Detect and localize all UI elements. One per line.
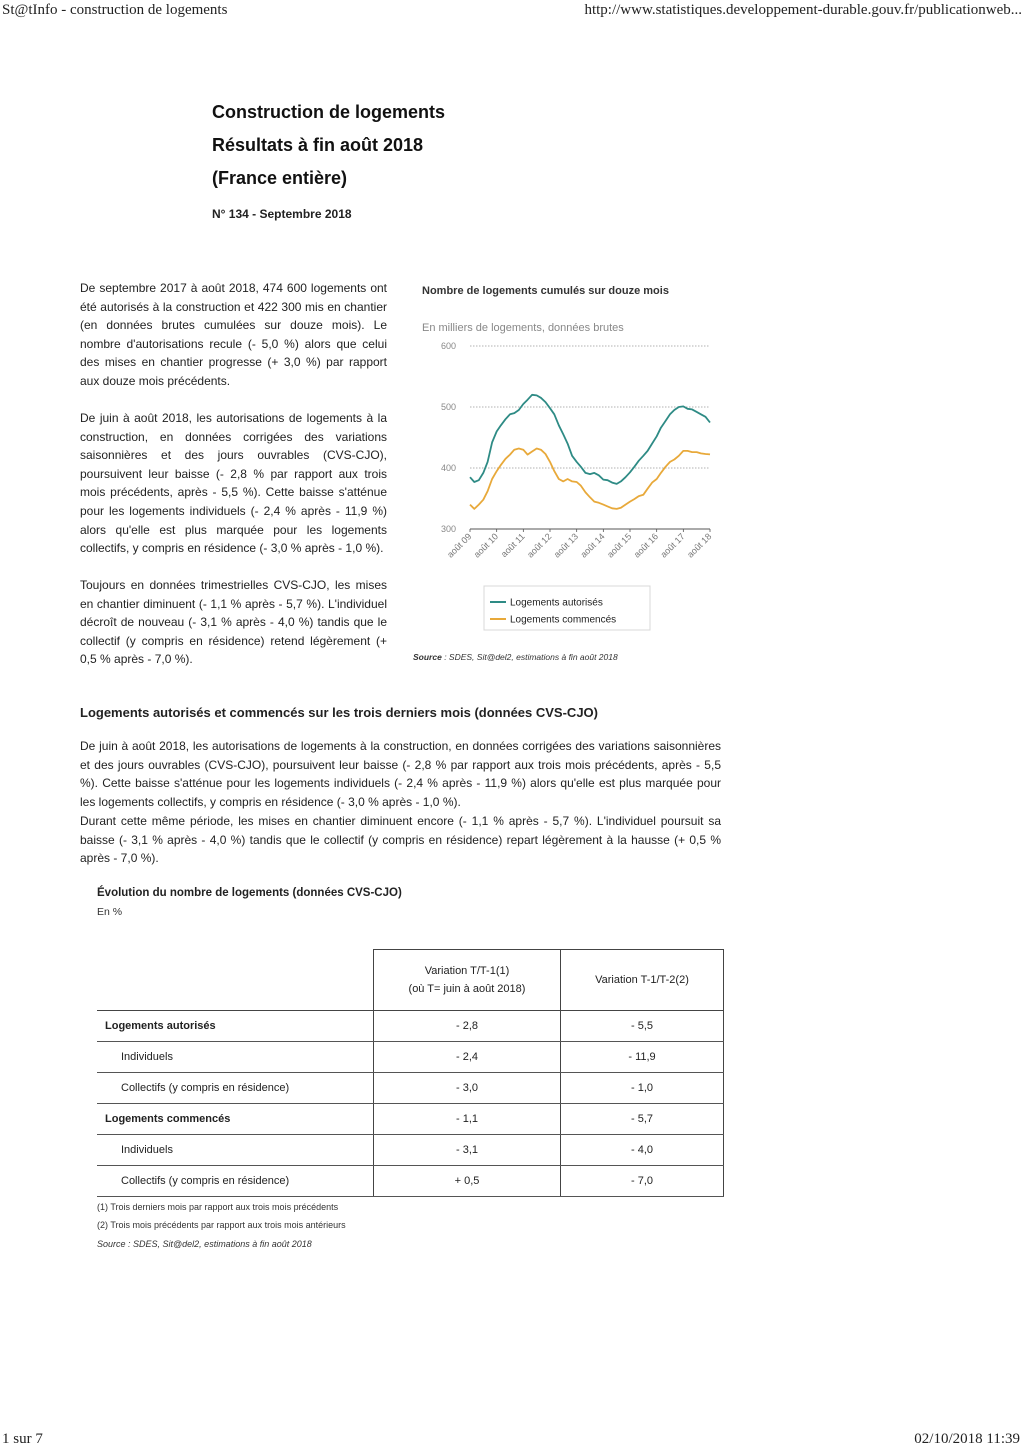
title-line-1: Construction de logements	[212, 102, 446, 122]
print-footer-page: 1 sur 7	[2, 1431, 43, 1447]
document-title	[212, 96, 445, 195]
table-header-col1	[374, 950, 561, 1011]
row-value-2: - 5,5	[561, 1011, 724, 1042]
intro-paragraph: De septembre 2017 à août 2018, 474 600 logements ont été autorisés à la construction et 422 300 mis en chantier (en données brutes cumulées sur douze mois). Le nombre d'autorisations recule (- 5,0 %) alors que celui des mises en chantier progresse (+ 3,0 %) par rapport aux douze mois précédents.	[80, 281, 387, 388]
row-value-1: + 0,5	[374, 1166, 561, 1197]
line-chart	[410, 336, 720, 646]
table-row	[97, 1042, 724, 1073]
table-title: Évolution du nombre de logements (données CVS-CJO)	[97, 887, 402, 899]
row-label: Logements commencés	[97, 1104, 374, 1135]
table-header-col2: Variation T-1/T-2(2)	[561, 950, 724, 1011]
chart-source-label: Source	[413, 652, 442, 662]
authorizations-paragraph: De juin à août 2018, les autorisations de logements à la construction, en données corrigées des variations saisonnières et des jours ouvrables (CVS-CJO), poursuivent leur baisse (- 2,8 % par rapport aux trois mois précédents, après - 5,5 %). Cette baisse s'atténue pour les logements individuels (- 2,4 % après - 11,9 %) alors qu'elle est plus marquée pour les logements collectifs, y compris en résidence (- 3,0 % après - 1,0 %).	[80, 411, 387, 556]
row-value-2: - 4,0	[561, 1135, 724, 1166]
y-tick-label: 300	[440, 524, 456, 534]
row-label: Logements autorisés	[97, 1011, 374, 1042]
x-tick-label: août 12	[525, 531, 554, 560]
chart-source	[413, 652, 618, 662]
table-row	[97, 1104, 724, 1135]
chart-source-text: : SDES, Sit@del2, estimations à fin août 2018	[441, 652, 618, 662]
series-line	[470, 395, 710, 484]
col1-header-line2: (où T= juin à août 2018)	[408, 983, 526, 995]
row-value-2: - 11,9	[561, 1042, 724, 1073]
print-header-url: http://www.statistiques.developpement-durable.gouv.fr/publicationweb...	[584, 2, 1022, 18]
x-tick-label: août 15	[605, 531, 634, 560]
row-value-2: - 7,0	[561, 1166, 724, 1197]
row-value-1: - 2,8	[374, 1011, 561, 1042]
x-tick-label: août 13	[551, 531, 581, 560]
section-paragraph-1: De juin à août 2018, les autorisations de logements à la construction, en données corrigées des variations saisonnières et des jours ouvrables (CVS-CJO), poursuivent leur baisse (- 2,8 % par rapport aux trois mois précédents, après - 5,5 %). Cette baisse s'atténue pour les logements individuels (- 2,4 % après - 11,9 %) alors qu'elle est plus marquée pour les logements collectifs, y compris en résidence (- 3,0 % après - 1,0 %).	[80, 739, 721, 809]
starts-paragraph: Toujours en données trimestrielles CVS-CJO, les mises en chantier diminuent (- 1,1 % après - 5,7 %). L'individuel décroît de nouveau (- 3,1 % après - 4,0 %) tandis que le collectif (y compris en résidence) retend légèrement (+ 0,5 % après - 7,0 %).	[80, 578, 387, 667]
x-tick-label: août 17	[658, 531, 687, 560]
table-header-row	[97, 950, 724, 1011]
row-label: Collectifs (y compris en résidence)	[97, 1166, 374, 1197]
row-value-1: - 3,0	[374, 1073, 561, 1104]
section-heading: Logements autorisés et commencés sur les trois derniers mois (données CVS-CJO)	[80, 705, 598, 720]
row-label: Collectifs (y compris en résidence)	[97, 1073, 374, 1104]
row-label: Individuels	[97, 1042, 374, 1073]
title-line-3: (France entière)	[212, 168, 348, 188]
table-header-empty	[97, 950, 374, 1011]
table-row	[97, 1166, 724, 1197]
table-row	[97, 1011, 724, 1042]
x-tick-label: août 18	[685, 531, 714, 560]
evolution-table	[97, 949, 724, 1197]
table-note-1: (1) Trois derniers mois par rapport aux trois mois précédents	[97, 1202, 339, 1212]
x-tick-label: août 09	[445, 531, 474, 560]
table-row	[97, 1073, 724, 1104]
section-paragraph-2: Durant cette même période, les mises en chantier diminuent encore (- 1,1 % après - 5,7 %). L'individuel poursuit sa baisse (- 3,1 % après - 4,0 %) tandis que le collectif (y compris en résidence) repart légèrement à la hausse (+ 0,5 % après - 7,0 %).	[80, 814, 721, 866]
chart-unit: En milliers de logements, données brutes	[422, 322, 624, 334]
row-value-1: - 2,4	[374, 1042, 561, 1073]
x-tick-label: août 14	[578, 531, 607, 560]
x-tick-label: août 16	[631, 531, 661, 560]
table-note-2: (2) Trois mois précédents par rapport aux trois mois antérieurs	[97, 1220, 346, 1230]
row-value-2: - 1,0	[561, 1073, 724, 1104]
table-source: Source : SDES, Sit@del2, estimations à fin août 2018	[97, 1239, 312, 1249]
row-value-1: - 3,1	[374, 1135, 561, 1166]
title-line-2: Résultats à fin août 2018	[212, 135, 424, 155]
row-value-1: - 1,1	[374, 1104, 561, 1135]
x-tick-label: août 11	[498, 531, 527, 560]
col1-header-line1: Variation T/T-1(1)	[424, 965, 510, 977]
y-tick-label: 400	[440, 463, 456, 473]
legend-label: Logements commencés	[510, 614, 617, 626]
print-footer-datetime: 02/10/2018 11:39	[914, 1431, 1020, 1447]
table-unit: En %	[97, 906, 123, 918]
row-value-2: - 5,7	[561, 1104, 724, 1135]
y-tick-label: 600	[440, 341, 456, 351]
row-label: Individuels	[97, 1135, 374, 1166]
series-line	[470, 449, 710, 509]
issue-number: N° 134 - Septembre 2018	[212, 207, 352, 221]
chart-title: Nombre de logements cumulés sur douze mois	[422, 285, 669, 297]
y-tick-label: 500	[440, 402, 456, 412]
legend-label: Logements autorisés	[510, 597, 603, 609]
print-header-title: St@tInfo - construction de logements	[2, 2, 228, 18]
table-row	[97, 1135, 724, 1166]
x-tick-label: août 10	[471, 531, 501, 560]
